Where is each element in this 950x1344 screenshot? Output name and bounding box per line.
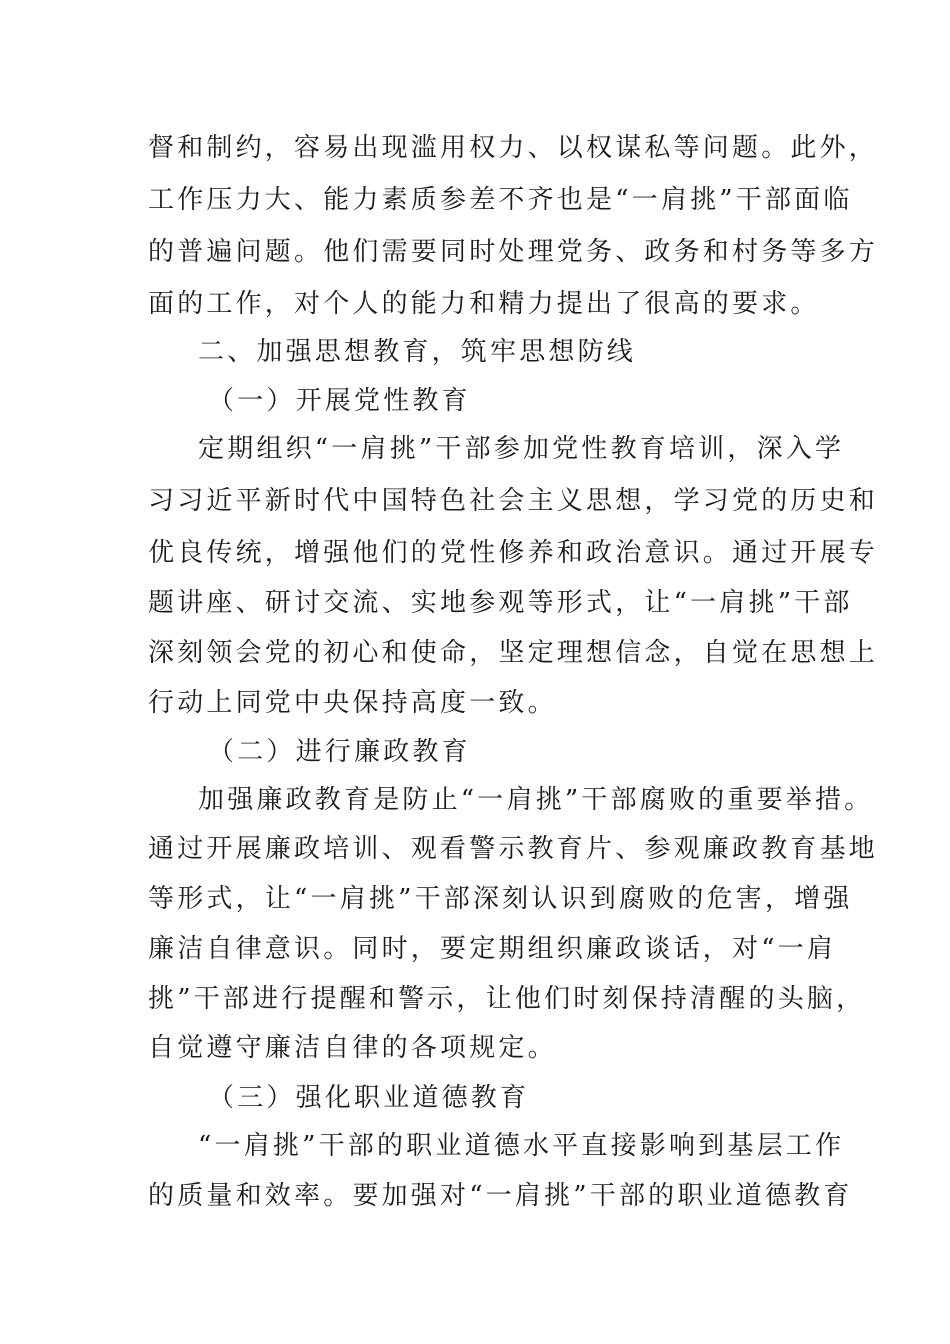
text-line: 工作压力大、能力素质参差不齐也是“一肩挑”干部面临 [148, 185, 853, 215]
text-line: 督和制约，容易出现滥用权力、以权谋私等问题。此外， [148, 133, 879, 163]
text-line: 的质量和效率。要加强对“一肩挑”干部的职业道德教育 [148, 1181, 853, 1211]
subsection-heading: （二）进行廉政教育 [208, 737, 471, 767]
text-line: 习习近平新时代中国特色社会主义思想，学习党的历史和 [148, 486, 879, 516]
text-line: 挑”干部进行提醒和警示，让他们时刻保持清醒的头脑， [148, 984, 866, 1014]
text-line: 通过开展廉政培训、观看警示教育片、参观廉政教育基地 [148, 834, 879, 864]
text-line: 等形式，让“一肩挑”干部深刻认识到腐败的危害，增强 [148, 884, 853, 914]
text-line: 题讲座、研讨交流、实地参观等形式，让“一肩挑”干部 [148, 588, 853, 618]
text-line: 优良传统，增强他们的党性修养和政治意识。通过开展专 [148, 538, 879, 568]
text-line: “一肩挑”干部的职业道德水平直接影响到基层工作 [198, 1131, 845, 1161]
text-line: 定期组织“一肩挑”干部参加党性教育培训，深入学 [198, 434, 845, 464]
section-heading: 二、加强思想教育，筑牢思想防线 [198, 337, 637, 367]
text-line: 自觉遵守廉洁自律的各项规定。 [148, 1033, 557, 1063]
text-line: 行动上同党中央保持高度一致。 [148, 688, 557, 718]
text-line: 深刻领会党的初心和使命，坚定理想信念，自觉在思想上 [148, 638, 879, 668]
text-line: 的普遍问题。他们需要同时处理党务、政务和村务等多方 [148, 237, 879, 267]
text-line: 面的工作，对个人的能力和精力提出了很高的要求。 [148, 289, 820, 319]
subsection-heading: （一）开展党性教育 [208, 386, 471, 416]
text-line: 廉洁自律意识。同时，要定期组织廉政谈话，对“一肩 [148, 934, 837, 964]
subsection-heading: （三）强化职业道德教育 [208, 1083, 530, 1113]
text-line: 加强廉政教育是防止“一肩挑”干部腐败的重要举措。 [198, 785, 874, 815]
